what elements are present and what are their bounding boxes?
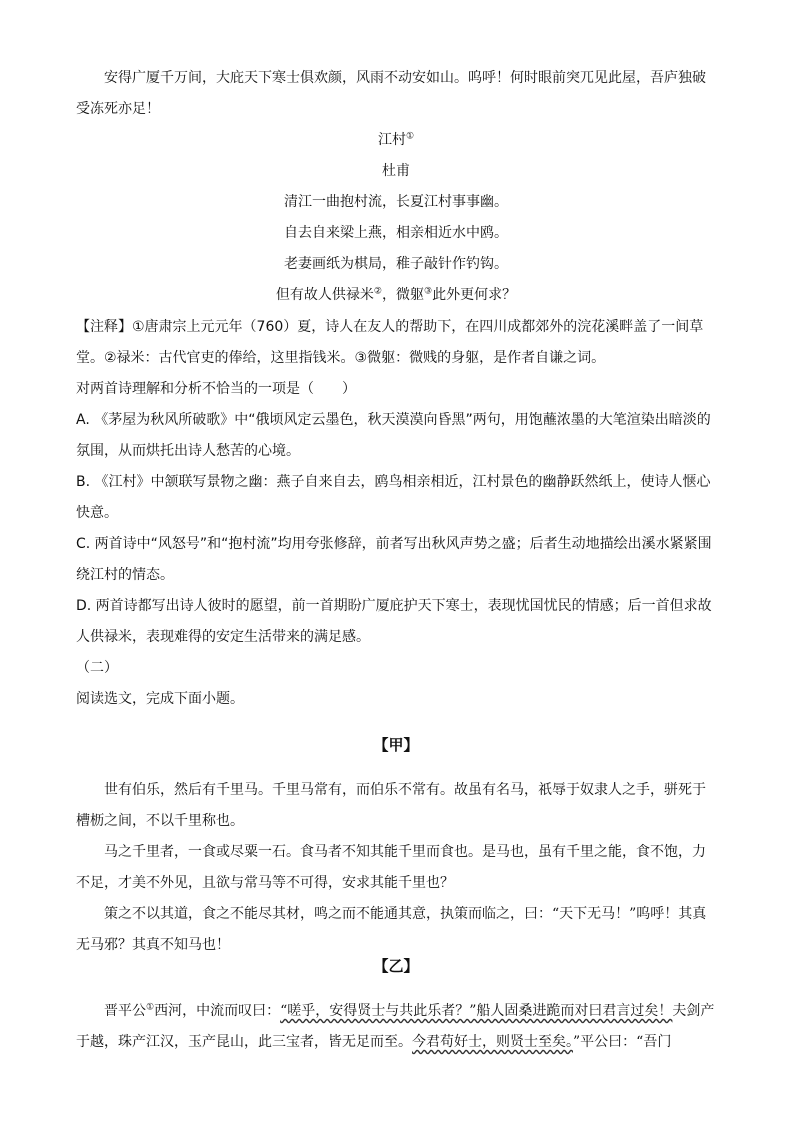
passage-jia (76, 715, 716, 961)
option-b: B. 《江村》中颔联写景物之幽：燕子自来自去，鸥鸟相亲相近，江村景色的幽静跃然纸上，使诗人惬心快意。 (76, 474, 711, 521)
option-c: C. 两首诗中“风怒号”和“抱村流”均用夸张修辞，前者写出秋风声势之盛；后者生动地描绘出溪水紧紧围绕江村的情态。 (76, 536, 712, 583)
poem2-line-2: 自去自来梁上燕，相亲相近水中鸥。 (284, 225, 508, 241)
poem1-tail (76, 63, 716, 125)
question-block (76, 312, 716, 715)
poem2-author: 杜甫 (382, 163, 410, 179)
poem2 (76, 125, 716, 311)
option-d: D. 两首诗都写出诗人彼时的愿望，前一首期盼广厦庇护天下寒士，表现忧国忧民的情感；后一首但求故人供禄米，表现难得的安定生活带来的满足感。 (76, 598, 712, 645)
passage-jia-para-2: 马之千里者，一食或尽粟一石。食马者不知其能千里而食也。是马也，虽有千里之能，食不饱，力不足，才美不外见，且欲与常马等不可得，安求其能千里也？ (76, 844, 706, 891)
passage-jia-heading: 【甲】 (373, 736, 419, 754)
passage-yi (76, 936, 716, 1058)
poem2-line-4: 但有故人供禄米②，微躯③此外更何求？ (275, 286, 517, 303)
poem2-title: 江村① (377, 131, 415, 148)
annotation-note: 【注释】①唐肃宗上元元年（760）夏，诗人在友人的帮助下，在四川成都郊外的浣花溪畔盖了一间草堂。②禄米：古代官吏的俸给，这里指钱米。③微躯：微贱的身躯，是作者自谦之词。 (76, 319, 704, 366)
poem1-tail-text: 安得广厦千万间，大庇天下寒士俱欢颜，风雨不动安如山。呜呼！何时眼前突兀见此屋，吾庐独破受冻死亦足！ (76, 70, 706, 117)
footnote-mark-1: ① (405, 131, 415, 142)
underlined-sentence-1: “嗟乎，安得贤士与共此乐者？”船人固桑进跪而对曰君言过矣！ (280, 1003, 673, 1019)
passage-jia-para-1: 世有伯乐，然后有千里马。千里马常有，而伯乐不常有。故虽有名马，祇辱于奴隶人之手，骈死于槽枥之间，不以千里称也。 (76, 782, 706, 829)
option-a: A. 《茅屋为秋风所破歌》中“俄顷风定云墨色，秋天漠漠向昏黑”两句，用饱蘸浓墨的大笔渲染出暗淡的氛围，从而烘托出诗人愁苦的心境。 (76, 412, 711, 459)
poem2-line-3: 老妻画纸为棋局，稚子敲针作钓钩。 (284, 256, 508, 272)
passage-jia-para-3: 策之不以其道，食之不能尽其材，鸣之而不能通其意，执策而临之，曰：“天下无马！”呜呼！其真无马邪？其真不知马也！ (76, 906, 707, 953)
question-stem: 对两首诗理解和分析不恰当的一项是（ ） (76, 381, 356, 397)
instruction: 阅读选文，完成下面小题。 (76, 691, 244, 707)
underlined-sentence-2: 今君苟好士，则贤士至矣。 (412, 1034, 573, 1050)
section-heading: （二） (76, 660, 118, 676)
poem2-line-1: 清江一曲抱村流，长夏江村事事幽。 (284, 194, 508, 210)
passage-yi-heading: 【乙】 (373, 957, 419, 975)
passage-yi-para-1: 晋平公①西河，中流而叹曰：“嗟乎，安得贤士与共此乐者？”船人固桑进跪而对曰君言过矣！夫剑产于越，珠产江汉，玉产昆山，此三宝者，皆无足而至。今君苟好士，则贤士至矣。”平公曰：“吾门 (76, 1002, 715, 1050)
